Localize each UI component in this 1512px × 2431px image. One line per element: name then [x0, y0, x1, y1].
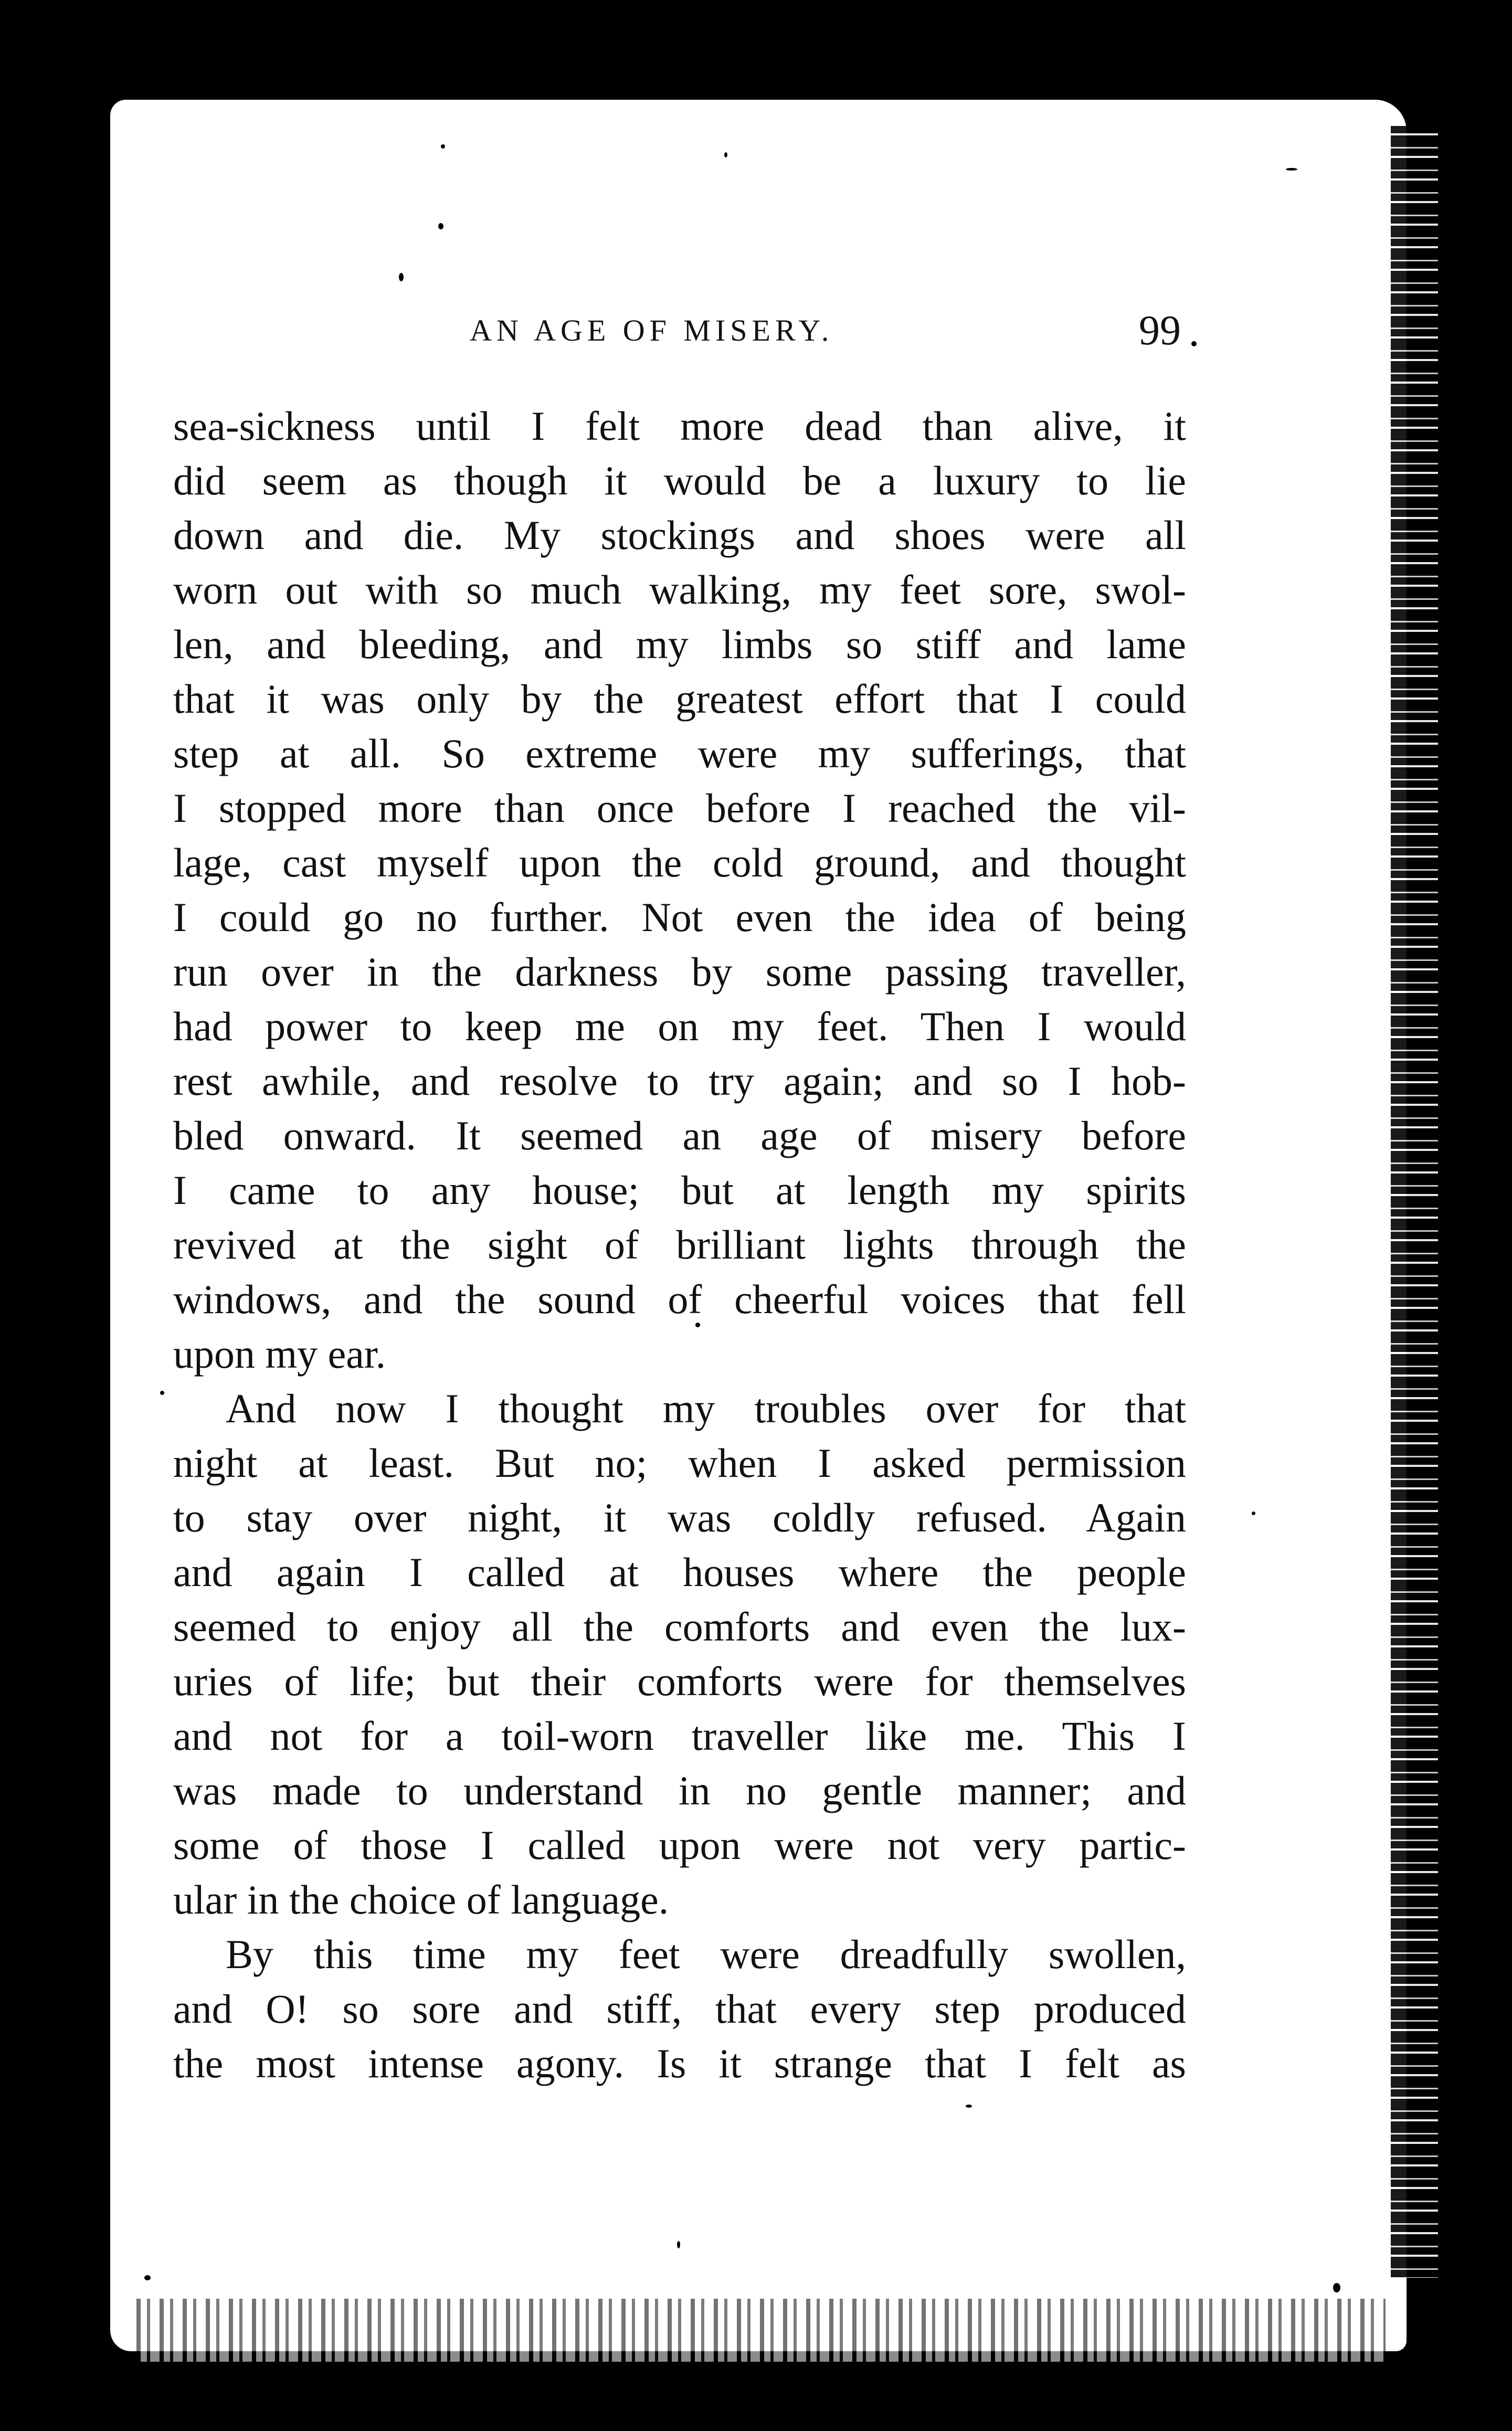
body-text: [173, 399, 1186, 2091]
text-line: By this time my feet were dreadfully swollen,: [226, 1931, 1186, 1977]
scan-speck: [1286, 168, 1297, 171]
text-line: was made to understand in no gentle manner; and: [173, 1768, 1186, 1813]
scan-speck: [441, 144, 445, 149]
text-line: night at least. But no; when I asked permission: [173, 1440, 1186, 1486]
page-number: 99: [1139, 308, 1181, 354]
text-line: down and die. My stockings and shoes were all: [173, 512, 1186, 558]
scan-speck: [695, 1323, 700, 1327]
text-line: revived at the sight of brilliant lights through the: [173, 1222, 1186, 1267]
text-line: lage, cast myself upon the cold ground, and thought: [173, 840, 1186, 885]
text-line: upon my ear.: [173, 1331, 386, 1377]
text-line: I stopped more than once before I reached the vil-: [173, 785, 1186, 831]
text-line: worn out with so much walking, my feet sore, swol-: [173, 567, 1186, 612]
text-line: uries of life; but their comforts were for themselves: [173, 1658, 1186, 1704]
scan-speck: [144, 2275, 151, 2280]
text-line: ular in the choice of language.: [173, 1877, 669, 1922]
running-head: AN AGE OF MISERY.: [470, 313, 834, 347]
scan-speck: [966, 2105, 972, 2108]
text-line: and not for a toil-worn traveller like me. This I: [173, 1713, 1186, 1759]
scan-speck: [160, 1391, 164, 1395]
scan-speck: [438, 223, 443, 229]
page-edge-bottom: [136, 2299, 1386, 2362]
text-line: did seem as though it would be a luxury to lie: [173, 458, 1186, 503]
text-line: len, and bleeding, and my limbs so stiff and lame: [173, 621, 1186, 667]
text-line: and again I called at houses where the people: [173, 1549, 1186, 1595]
scan-speck: [724, 152, 727, 157]
scan-speck: [1333, 2283, 1340, 2292]
text-line: the most intense agony. Is it strange that I felt as: [173, 2041, 1186, 2086]
text-line: rest awhile, and resolve to try again; and so I hob-: [173, 1058, 1186, 1104]
text-line: step at all. So extreme were my sufferings, that: [173, 731, 1186, 776]
scan-speck: [1252, 1512, 1255, 1515]
text-line: I came to any house; but at length my spirits: [173, 1167, 1186, 1213]
scan-speck: [677, 2241, 680, 2248]
text-line: I could go no further. Not even the idea of being: [173, 894, 1186, 940]
text-line: And now I thought my troubles over for that: [226, 1386, 1186, 1431]
text-line: some of those I called upon were not very partic-: [173, 1822, 1186, 1868]
text-line: sea-sickness until I felt more dead than alive, it: [173, 403, 1186, 449]
text-line: had power to keep me on my feet. Then I would: [173, 1003, 1186, 1049]
scan-speck: [399, 273, 404, 281]
text-line: to stay over night, it was coldly refused. Again: [173, 1495, 1186, 1540]
text-line: bled onward. It seemed an age of misery before: [173, 1113, 1186, 1158]
text-line: run over in the darkness by some passing traveller,: [173, 949, 1186, 995]
text-line: and O! so sore and stiff, that every step produced: [173, 1986, 1186, 2032]
text-line: seemed to enjoy all the comforts and even the lux-: [173, 1604, 1186, 1650]
scan-speck: [1191, 341, 1197, 346]
text-line: windows, and the sound of cheerful voices that fell: [173, 1276, 1186, 1322]
page-edge-right: [1391, 126, 1438, 2278]
text-line: that it was only by the greatest effort that I could: [173, 676, 1186, 722]
page-header: [173, 302, 1181, 360]
